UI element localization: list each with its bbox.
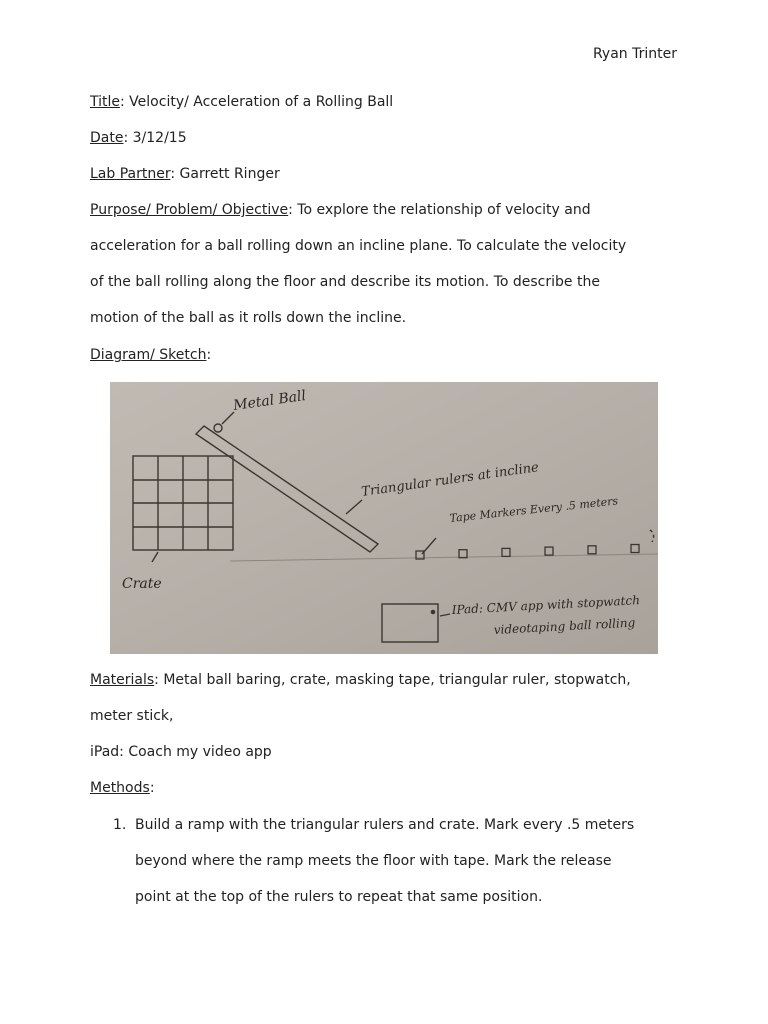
author-name: Ryan Trinter <box>592 46 677 62</box>
date-line <box>90 128 690 148</box>
date-text: : 3/12/15 <box>123 130 187 146</box>
step-1-line-2: beyond where the ramp meets the floor with tape. Mark the release <box>135 853 612 869</box>
crate-label: Crate <box>122 576 162 592</box>
step-1-number: 1. <box>113 817 127 833</box>
rulers-label: Triangular rulers at incline <box>360 460 540 500</box>
ipad-label-1: IPad: CMV app with stopwatch <box>451 593 641 617</box>
purpose-line-2: acceleration for a ball rolling down an incline plane. To calculate the velocity <box>90 238 627 254</box>
diagram-colon: : <box>206 347 212 363</box>
sketch-drawing <box>110 382 658 654</box>
ipad-label-2: videotaping ball rolling <box>493 615 636 637</box>
purpose-line-1 <box>90 200 690 220</box>
purpose-text-1: : To explore the relationship of velocity and <box>288 202 591 218</box>
title-label: Title <box>90 94 121 110</box>
lab-partner-text: : Garrett Ringer <box>170 166 280 182</box>
diagram-label: Diagram/ Sketch <box>90 347 207 363</box>
materials-label: Materials <box>90 672 155 688</box>
step-1-line-3: point at the top of the rulers to repeat that same position. <box>135 889 543 905</box>
title-text: : Velocity/ Acceleration of a Rolling Ball <box>120 94 394 110</box>
lab-partner-label: Lab Partner <box>90 166 171 182</box>
purpose-line-3: of the ball rolling along the floor and describe its motion. To describe the <box>90 274 600 290</box>
lab-sketch-photo <box>110 382 658 654</box>
materials-line-3: iPad: Coach my video app <box>90 744 272 760</box>
materials-line-1 <box>90 670 690 690</box>
purpose-label: Purpose/ Problem/ Objective <box>90 202 289 218</box>
title-line <box>90 92 690 112</box>
methods-heading <box>90 778 690 798</box>
methods-colon: : <box>149 780 155 796</box>
methods-label: Methods <box>90 780 150 796</box>
metal-ball-label: Metal Ball <box>232 387 307 414</box>
diagram-heading <box>90 345 690 365</box>
date-label: Date <box>90 130 124 146</box>
materials-text-1: : Metal ball baring, crate, masking tape, triangular ruler, stopwatch, <box>154 672 631 688</box>
lab-partner-line <box>90 164 690 184</box>
purpose-line-4: motion of the ball as it rolls down the incline. <box>90 310 407 326</box>
materials-line-2: meter stick, <box>90 708 174 724</box>
step-1-line-1: Build a ramp with the triangular rulers and crate. Mark every .5 meters <box>135 817 635 833</box>
tape-markers-label: Tape Markers Every .5 meters <box>448 494 619 525</box>
